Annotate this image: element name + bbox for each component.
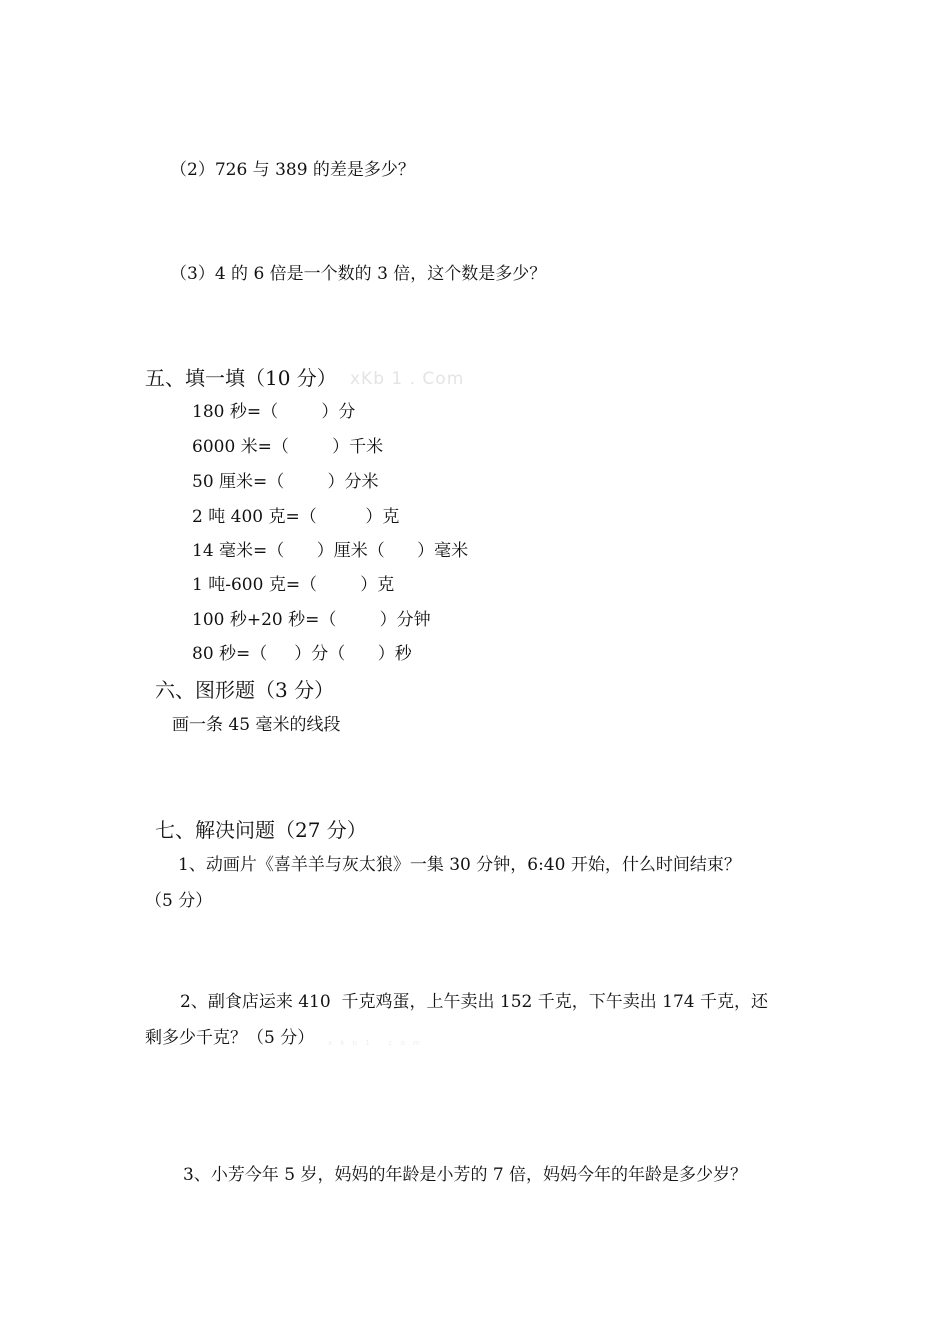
question-4-3: （3）4 的 6 倍是一个数的 3 倍，这个数是多少？ xyxy=(170,264,547,284)
fill-item-3: 50 厘米=（ ）分米 xyxy=(192,472,379,492)
fill-item-4: 2 吨 400 克=（ ）克 xyxy=(192,507,400,527)
section-6-item: 画一条 45 毫米的线段 xyxy=(172,715,341,735)
problem-2-line-1: 2、副食店运来 410 千克鸡蛋，上午卖出 152 千克，下午卖出 174 千克，还 xyxy=(180,992,768,1012)
section-7-title: 七、解决问题（27 分） xyxy=(155,818,367,842)
problem-2-line-2: 剩多少千克？（5 分） xyxy=(145,1028,315,1048)
question-4-2: （2）726 与 389 的差是多少？ xyxy=(170,160,415,180)
section-6-title: 六、图形题（3 分） xyxy=(155,678,335,702)
section-5-title: 五、填一填（10 分） xyxy=(145,366,337,390)
problem-1-line-2: （5 分） xyxy=(145,891,213,911)
fill-item-1: 180 秒=（ ）分 xyxy=(192,402,356,422)
fill-item-5: 14 毫米=（ ）厘米（ ）毫米 xyxy=(192,541,469,561)
fill-item-6: 1 吨-600 克=（ ）克 xyxy=(192,575,395,595)
problem-3: 3、小芳今年 5 岁，妈妈的年龄是小芳的 7 倍，妈妈今年的年龄是多少岁？ xyxy=(183,1165,748,1185)
problem-2-watermark: x k b 1 . c o m xyxy=(328,1039,423,1047)
fill-item-8: 80 秒=（ ）分（ ）秒 xyxy=(192,644,412,664)
fill-item-7: 100 秒+20 秒=（ ）分钟 xyxy=(192,610,431,630)
problem-1-line-1: 1、动画片《喜羊羊与灰太狼》一集 30 分钟，6:40 开始，什么时间结束？ xyxy=(178,855,741,875)
section-5-watermark: xKb 1 . Com xyxy=(350,369,465,389)
fill-item-2: 6000 米=（ ）千米 xyxy=(192,437,384,457)
